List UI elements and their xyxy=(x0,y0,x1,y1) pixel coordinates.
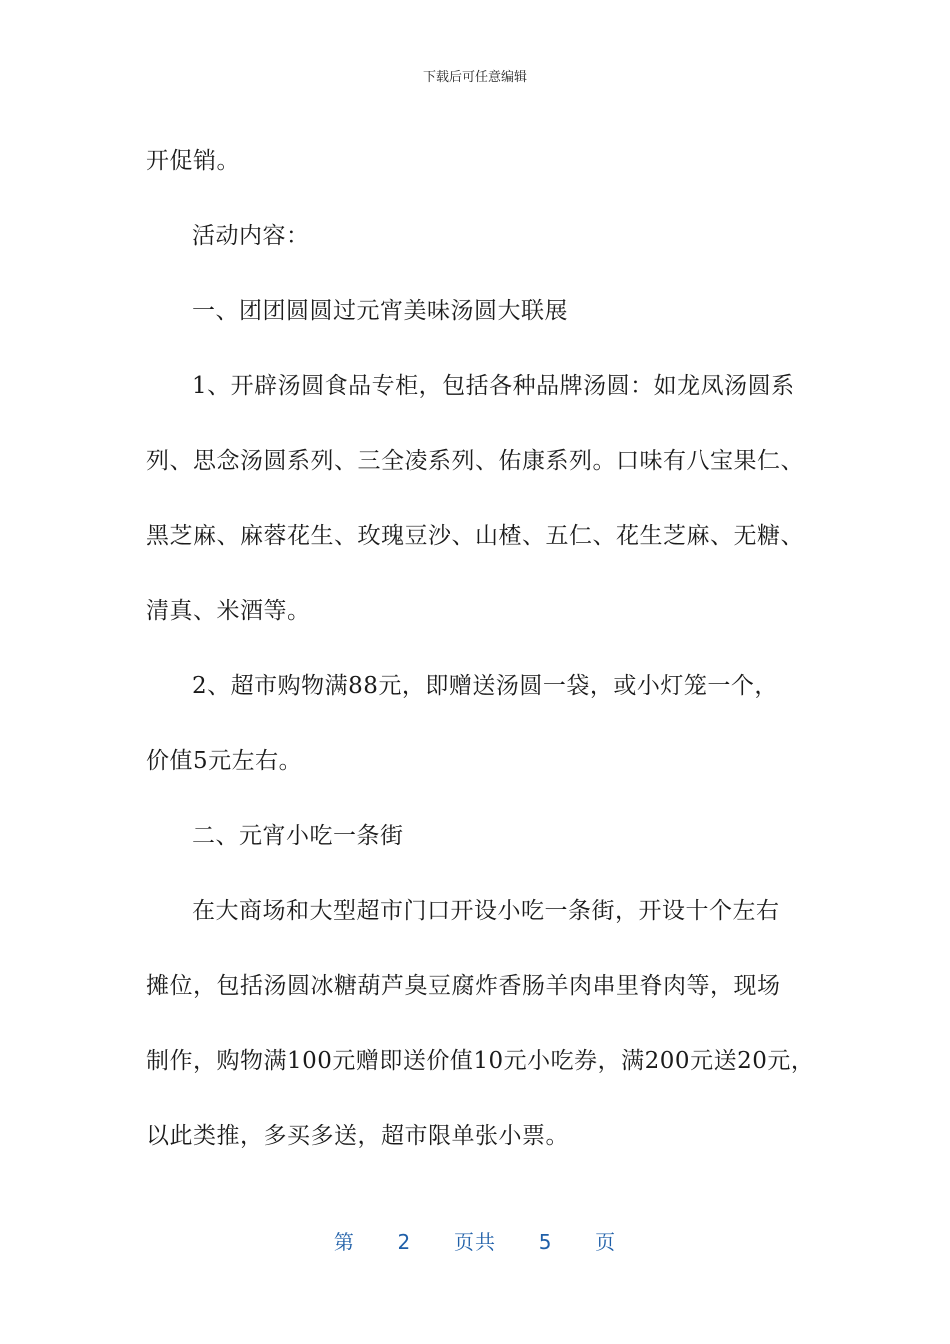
document-body xyxy=(146,124,836,1174)
section-heading: 一、团团圆圆过元宵美味汤圆大联展 xyxy=(192,298,568,324)
paragraph-line: 开促销。 xyxy=(146,148,240,174)
paragraph-line: 1、开辟汤圆食品专柜，包括各种品牌汤圆：如龙凤汤圆系 xyxy=(192,373,795,399)
paragraph-line: 制作，购物满100元赠即送价值10元小吃券，满200元送20元， xyxy=(146,1048,815,1074)
paragraph-line: 摊位，包括汤圆冰糖葫芦臭豆腐炸香肠羊肉串里脊肉等，现场 xyxy=(146,973,781,999)
paragraph-line: 2、超市购物满88元，即赠送汤圆一袋，或小灯笼一个， xyxy=(192,673,778,699)
paragraph-line: 价值5元左右。 xyxy=(146,748,303,774)
page-mid: 页共 xyxy=(454,1230,496,1254)
paragraph-line: 列、思念汤圆系列、三全凌系列、佑康系列。口味有八宝果仁、 xyxy=(146,448,804,474)
paragraph-line: 清真、米酒等。 xyxy=(146,598,311,624)
page-prefix: 第 xyxy=(333,1230,355,1254)
page-suffix: 页 xyxy=(595,1230,617,1254)
header-note: 下载后可任意编辑 xyxy=(422,70,527,85)
section-label: 活动内容： xyxy=(192,223,310,249)
paragraph-line: 在大商场和大型超市门口开设小吃一条街，开设十个左右 xyxy=(192,898,780,924)
paragraph-line: 以此类推，多买多送，超市限单张小票。 xyxy=(146,1123,569,1149)
paragraph-line: 黑芝麻、麻蓉花生、玫瑰豆沙、山楂、五仁、花生芝麻、无糖、 xyxy=(146,523,804,549)
page-number-footer xyxy=(0,1226,950,1255)
page-total: 5 xyxy=(538,1230,553,1254)
section-heading: 二、元宵小吃一条街 xyxy=(192,823,404,849)
page-current: 2 xyxy=(397,1230,412,1254)
